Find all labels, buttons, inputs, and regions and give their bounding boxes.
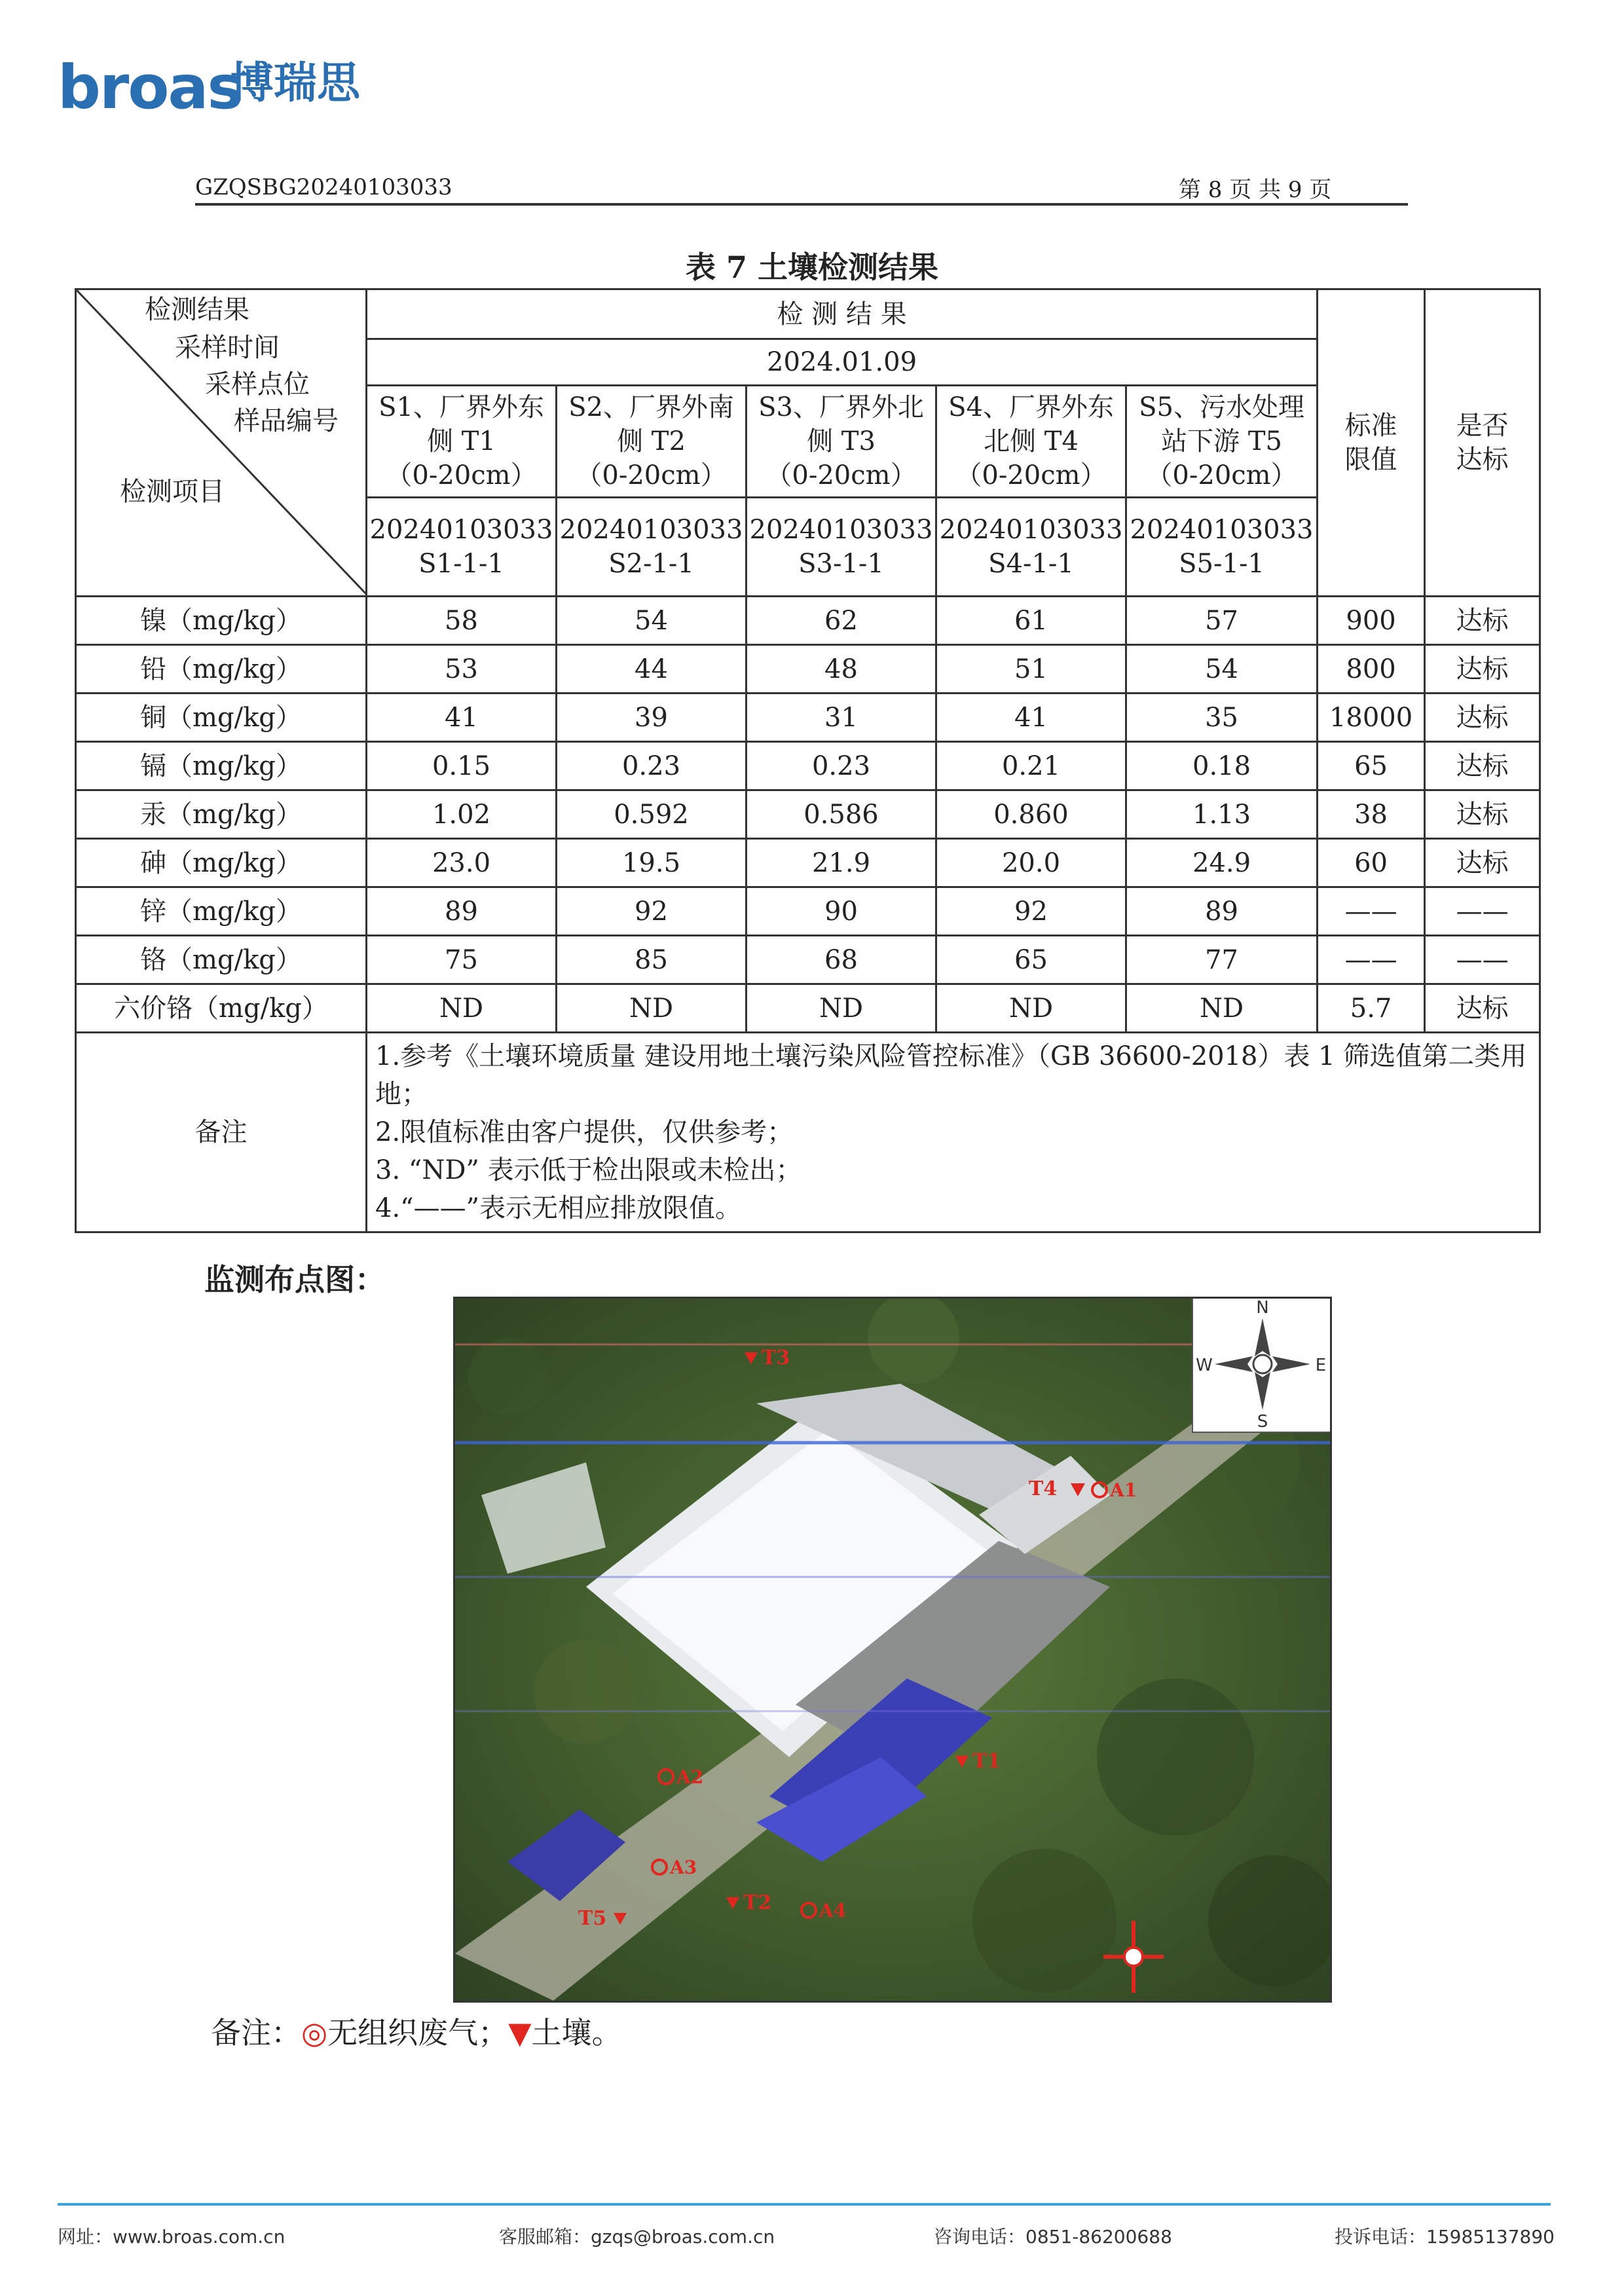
analyte-name: 镍（mg/kg） bbox=[76, 597, 367, 645]
map-title: 监测布点图： bbox=[204, 1262, 385, 1297]
logo-wordmark bbox=[58, 52, 242, 122]
site-depth: （0-20cm） bbox=[576, 460, 727, 491]
header-divider bbox=[195, 203, 1408, 206]
result-value: 1.13 bbox=[1126, 790, 1318, 839]
satellite-map-image bbox=[455, 1299, 1330, 2001]
legend-soil-text: 土壤。 bbox=[531, 2015, 622, 2050]
note-line: 2.限值标准由客户提供，仅供参考； bbox=[375, 1117, 794, 1147]
analyte-name: 铬（mg/kg） bbox=[76, 936, 367, 984]
result-value: 90 bbox=[747, 887, 936, 936]
result-value: 44 bbox=[557, 645, 747, 694]
result-value: 0.23 bbox=[557, 742, 747, 790]
map-legend bbox=[211, 2009, 622, 2052]
result-value: ND bbox=[936, 984, 1126, 1033]
result-value: 54 bbox=[1126, 645, 1318, 694]
result-value: 19.5 bbox=[557, 839, 747, 887]
result-value: ND bbox=[367, 984, 557, 1033]
site-depth: （0-20cm） bbox=[955, 460, 1107, 491]
table-row bbox=[76, 742, 1540, 790]
table-row bbox=[76, 645, 1540, 694]
table-row bbox=[76, 887, 1540, 936]
limit-value: 5.7 bbox=[1318, 984, 1425, 1033]
site-depth: （0-20cm） bbox=[1146, 460, 1297, 491]
diag-label: 检测结果 bbox=[145, 295, 249, 325]
table-row bbox=[76, 597, 1540, 645]
result-value: 31 bbox=[747, 694, 936, 742]
table-row bbox=[76, 790, 1540, 839]
compliance-value: —— bbox=[1425, 936, 1540, 984]
compliance-value: 达标 bbox=[1425, 984, 1540, 1033]
diag-label: 样品编号 bbox=[234, 406, 339, 436]
site-header-cell bbox=[747, 385, 936, 497]
site-line2: 侧 T3 bbox=[807, 426, 876, 456]
result-value: 0.23 bbox=[747, 742, 936, 790]
footer-complaint: 投诉电话：15985137890 bbox=[1335, 2226, 1555, 2248]
soil-point-t3: T3 bbox=[762, 1346, 790, 1369]
result-value: 89 bbox=[1126, 887, 1318, 936]
compass-rose bbox=[1192, 1299, 1330, 1432]
site-line2: 站下游 T5 bbox=[1161, 426, 1282, 456]
analyte-name: 铜（mg/kg） bbox=[76, 694, 367, 742]
site-line2: 北侧 T4 bbox=[984, 426, 1079, 456]
footer-email: 客服邮箱：gzqs@broas.com.cn bbox=[499, 2226, 775, 2248]
site-line1: S5、污水处理 bbox=[1139, 392, 1304, 422]
table-row bbox=[76, 839, 1540, 887]
analyte-name: 砷（mg/kg） bbox=[76, 839, 367, 887]
result-value: 77 bbox=[1126, 936, 1318, 984]
sample-code-suffix: S3-1-1 bbox=[798, 549, 884, 579]
footer-divider bbox=[58, 2203, 1551, 2206]
result-value: 24.9 bbox=[1126, 839, 1318, 887]
group-header: 检 测 结 果 bbox=[367, 289, 1318, 339]
air-point-a2: A2 bbox=[676, 1766, 704, 1788]
diag-label: 采样时间 bbox=[175, 333, 280, 363]
result-value: 85 bbox=[557, 936, 747, 984]
result-value: ND bbox=[747, 984, 936, 1033]
result-value: 0.586 bbox=[747, 790, 936, 839]
standard-limit-header: 标准 限值 bbox=[1318, 289, 1425, 597]
compass-east: E bbox=[1315, 1356, 1327, 1375]
sample-code-cell bbox=[747, 498, 936, 597]
result-value: 58 bbox=[367, 597, 557, 645]
site-line1: S2、厂界外南 bbox=[568, 392, 734, 422]
sample-code-prefix: 20240103033 bbox=[369, 515, 553, 545]
compliance-header: 是否 达标 bbox=[1425, 289, 1540, 597]
result-value: 48 bbox=[747, 645, 936, 694]
site-line1: S3、厂界外北 bbox=[758, 392, 924, 422]
compliance-value: 达标 bbox=[1425, 742, 1540, 790]
sample-code-suffix: S1-1-1 bbox=[418, 549, 504, 579]
result-value: 0.592 bbox=[557, 790, 747, 839]
table-title: 表 7 土壤检测结果 bbox=[685, 250, 939, 285]
analyte-name: 铅（mg/kg） bbox=[76, 645, 367, 694]
air-symbol-icon: ◎ bbox=[301, 2015, 328, 2050]
result-value: ND bbox=[557, 984, 747, 1033]
compass-south: S bbox=[1257, 1412, 1268, 1432]
soil-point-t2: T2 bbox=[743, 1891, 772, 1914]
analyte-name: 锌（mg/kg） bbox=[76, 887, 367, 936]
result-value: 57 bbox=[1126, 597, 1318, 645]
table-row bbox=[76, 694, 1540, 742]
result-value: 0.860 bbox=[936, 790, 1126, 839]
result-value: 53 bbox=[367, 645, 557, 694]
site-header-cell bbox=[557, 385, 747, 497]
page-indicator: 第 8 页 共 9 页 bbox=[1179, 177, 1332, 203]
diag-label: 采样点位 bbox=[205, 369, 310, 399]
limit-value: 18000 bbox=[1318, 694, 1425, 742]
sample-code-cell bbox=[936, 498, 1126, 597]
compliance-value: 达标 bbox=[1425, 694, 1540, 742]
soil-point-t5: T5 bbox=[578, 1907, 607, 1930]
analyte-name: 镉（mg/kg） bbox=[76, 742, 367, 790]
analyte-name: 汞（mg/kg） bbox=[76, 790, 367, 839]
result-value: 20.0 bbox=[936, 839, 1126, 887]
note-line: 1.参考《土壤环境质量 建设用地土壤污染风险管控标准》（GB 36600-2018）表 1 筛选值第二类用地； bbox=[375, 1041, 1527, 1109]
report-number: GZQSBG20240103033 bbox=[195, 174, 452, 200]
site-header-cell bbox=[936, 385, 1126, 497]
result-value: 62 bbox=[747, 597, 936, 645]
result-value: ND bbox=[1126, 984, 1318, 1033]
site-depth: （0-20cm） bbox=[766, 460, 917, 491]
site-header-cell bbox=[367, 385, 557, 497]
sample-code-cell bbox=[367, 498, 557, 597]
result-value: 54 bbox=[557, 597, 747, 645]
sample-code-prefix: 20240103033 bbox=[559, 515, 743, 545]
limit-value: 60 bbox=[1318, 839, 1425, 887]
result-value: 23.0 bbox=[367, 839, 557, 887]
sample-code-suffix: S4-1-1 bbox=[988, 549, 1074, 579]
result-value: 61 bbox=[936, 597, 1126, 645]
limit-value: 38 bbox=[1318, 790, 1425, 839]
result-value: 92 bbox=[557, 887, 747, 936]
compass-north: N bbox=[1256, 1299, 1269, 1318]
sample-code-prefix: 20240103033 bbox=[1130, 515, 1314, 545]
site-line2: 侧 T2 bbox=[617, 426, 686, 456]
sample-code-cell bbox=[1126, 498, 1318, 597]
result-value: 21.9 bbox=[747, 839, 936, 887]
site-header-cell bbox=[1126, 385, 1318, 497]
sampling-date: 2024.01.09 bbox=[367, 339, 1318, 385]
soil-point-t4: T4 bbox=[1029, 1477, 1058, 1500]
result-value: 35 bbox=[1126, 694, 1318, 742]
result-value: 1.02 bbox=[367, 790, 557, 839]
compliance-value: —— bbox=[1425, 887, 1540, 936]
soil-symbol-icon: ▼ bbox=[508, 2015, 532, 2050]
compliance-value: 达标 bbox=[1425, 790, 1540, 839]
analyte-name: 六价铬（mg/kg） bbox=[76, 984, 367, 1033]
limit-value: —— bbox=[1318, 936, 1425, 984]
soil-point-t1: T1 bbox=[972, 1750, 1001, 1773]
logo-text: broas bbox=[58, 52, 242, 122]
sample-code-suffix: S5-1-1 bbox=[1179, 549, 1264, 579]
result-value: 65 bbox=[936, 936, 1126, 984]
site-depth: （0-20cm） bbox=[386, 460, 537, 491]
result-value: 75 bbox=[367, 936, 557, 984]
table-row bbox=[76, 984, 1540, 1033]
sample-code-prefix: 20240103033 bbox=[939, 515, 1123, 545]
limit-value: —— bbox=[1318, 887, 1425, 936]
footer-website: 网址：www.broas.com.cn bbox=[58, 2226, 286, 2248]
result-value: 0.18 bbox=[1126, 742, 1318, 790]
limit-value: 65 bbox=[1318, 742, 1425, 790]
compliance-value: 达标 bbox=[1425, 645, 1540, 694]
footer-phone: 咨询电话：0851-86200688 bbox=[934, 2226, 1172, 2248]
result-value: 41 bbox=[936, 694, 1126, 742]
site-line2: 侧 T1 bbox=[427, 426, 496, 456]
notes-label: 备注 bbox=[76, 1033, 367, 1232]
site-line1: S1、厂界外东 bbox=[378, 392, 544, 422]
monitoring-map bbox=[453, 1297, 1332, 2003]
logo-chinese: 博瑞思 bbox=[231, 58, 360, 108]
air-point-a1: A1 bbox=[1110, 1479, 1137, 1501]
result-value: 51 bbox=[936, 645, 1126, 694]
compass-west: W bbox=[1196, 1356, 1213, 1375]
results-table bbox=[75, 288, 1541, 1233]
legend-air-text: 无组织废气； bbox=[327, 2015, 509, 2050]
compliance-value: 达标 bbox=[1425, 839, 1540, 887]
sample-code-prefix: 20240103033 bbox=[749, 515, 933, 545]
result-value: 68 bbox=[747, 936, 936, 984]
air-point-a4: A4 bbox=[819, 1900, 847, 1921]
result-value: 89 bbox=[367, 887, 557, 936]
result-value: 0.15 bbox=[367, 742, 557, 790]
diag-label: 检测项目 bbox=[120, 477, 225, 507]
air-point-a3: A3 bbox=[670, 1857, 697, 1878]
diagonal-header-cell bbox=[76, 289, 367, 597]
note-line: 4.“——”表示无相应排放限值。 bbox=[375, 1193, 742, 1223]
sample-code-suffix: S2-1-1 bbox=[608, 549, 694, 579]
notes-content bbox=[367, 1033, 1540, 1232]
limit-value: 900 bbox=[1318, 597, 1425, 645]
result-value: 39 bbox=[557, 694, 747, 742]
sample-code-cell bbox=[557, 498, 747, 597]
compliance-value: 达标 bbox=[1425, 597, 1540, 645]
result-value: 0.21 bbox=[936, 742, 1126, 790]
result-value: 92 bbox=[936, 887, 1126, 936]
legend-prefix: 备注： bbox=[211, 2015, 301, 2050]
note-line: 3. “ND” 表示低于检出限或未检出； bbox=[375, 1155, 802, 1185]
table-row bbox=[76, 936, 1540, 984]
site-line1: S4、厂界外东 bbox=[948, 392, 1114, 422]
result-value: 41 bbox=[367, 694, 557, 742]
limit-value: 800 bbox=[1318, 645, 1425, 694]
